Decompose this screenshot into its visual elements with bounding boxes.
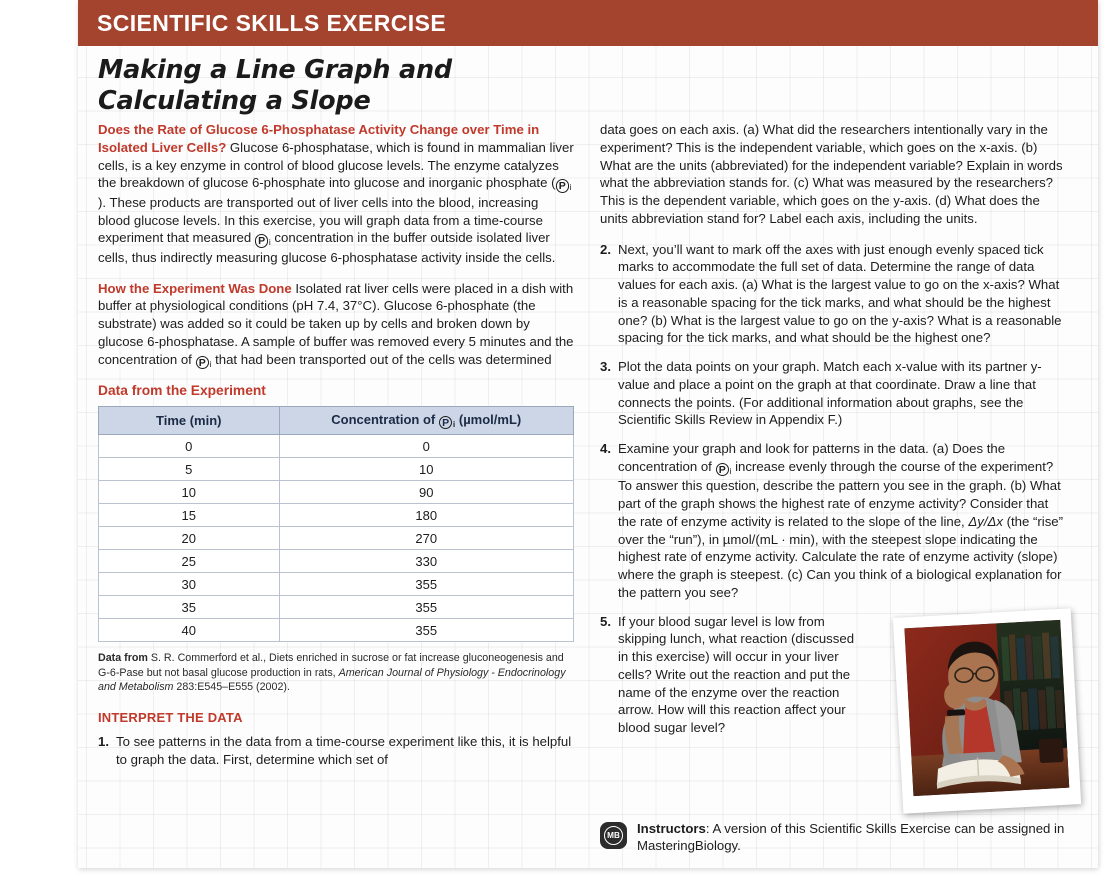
table-row: [99, 458, 574, 481]
data-section-heading: Data from the Experiment: [98, 382, 266, 398]
list-item-question-4: [600, 440, 1070, 601]
instructors-note: [600, 820, 1070, 855]
intro-body-1: Glucose 6-phosphatase, which is found in mammalian liver cells, is a key enzyme in control of blood glucose levels. The enzyme catalyzes the breakdown of glucose 6-phosphate into glucose and inorganic phosphate (: [98, 139, 574, 191]
question-number: 1.: [98, 733, 109, 749]
table-row: [99, 435, 574, 458]
instructors-label: Instructors: [637, 820, 706, 836]
left-column: [98, 121, 574, 855]
cell-concentration: 90: [279, 481, 574, 504]
table-row: [99, 481, 574, 504]
cell-concentration: 355: [279, 619, 574, 642]
question-number: 2.: [600, 241, 611, 257]
cell-time: 5: [99, 458, 280, 481]
methods-paragraph: [98, 280, 574, 370]
cell-concentration: 270: [279, 527, 574, 550]
pi-symbol-icon: P $_i$: [196, 351, 212, 370]
pi-symbol-icon: P $_i$: [716, 458, 732, 477]
col2-suffix: (µmol/mL): [455, 411, 522, 427]
credit-journal: American Journal of Physiology - Endocrinology and Metabolism: [98, 666, 566, 694]
col2-prefix: Concentration of: [331, 411, 439, 427]
exercise-title-line1: Making a Line Graph and: [98, 55, 452, 85]
exercise-title-block: [78, 46, 1098, 121]
interpret-question-list-left: [98, 733, 574, 769]
data-source-credit: [98, 651, 574, 694]
pi-symbol-icon: P $_i$: [439, 412, 455, 430]
question-3-text: Plot the data points on your graph. Match each x-value with its partner y-value and place a point on the graph at that coordinate. Draw a line that connects the points. (For additional information about graphs, see the Scientific Skills Review in Appendix F.): [618, 359, 1042, 428]
q4-text-2: increase evenly through the course of the experiment? To answer this question, describe the pattern you see in the graph. (b) What part of the graph shows the highest rate of enzyme activity? Consider that the rate of enzyme activity is related to the slope of the line,: [618, 458, 1061, 529]
student-photo-frame: [893, 608, 1081, 813]
cell-time: 30: [99, 573, 280, 596]
mb-badge-label: MB: [604, 826, 623, 845]
mastering-biology-badge-icon: [600, 822, 627, 849]
column-header-time: Time (min): [99, 406, 280, 435]
right-column: [600, 121, 1070, 855]
table-row: [99, 573, 574, 596]
table-row: [99, 596, 574, 619]
q4-text-3: (the “rise” over the “run”), in µmol/(mL · min), with the steepest slope indicating the highest rate of enzyme activity. Calculate the rate of enzyme activity (slope) where the graph is steepest. (c) Can you think of a biological explanation for the pattern you see?: [618, 513, 1064, 600]
question-1-continuation: data goes on each axis. (a) What did the researchers intentionally vary in the experiment? This is the independent variable, which goes on the x-axis. (b) What are the units (abbreviated) for the independent variable? Explain in words what the abbreviation stands for. (c) What was measured by the researchers? This is the dependent variable, which goes on the y-axis. (d) What does the units abbreviation stand for? Label each axis, including the units.: [600, 122, 1063, 226]
column-header-concentration: [279, 406, 574, 435]
section-banner: [78, 0, 1098, 46]
cell-concentration: 355: [279, 573, 574, 596]
cell-time: 15: [99, 504, 280, 527]
intro-heading: Does the Rate of Glucose 6-Phosphatase Activity Change over Time in Isolated Liver Cells?: [98, 122, 540, 155]
list-item-question-2: [600, 241, 1070, 348]
credit-label: Data from: [98, 652, 148, 665]
table-header-row: [99, 406, 574, 435]
instructors-body: : A version of this Scientific Skills Exercise can be assigned in MasteringBiology.: [637, 820, 1065, 854]
two-column-layout: [78, 121, 1098, 855]
cell-time: 10: [99, 481, 280, 504]
table-row: [99, 527, 574, 550]
methods-body-1: Isolated rat liver cells were placed in a dish with buffer at physiological conditions (pH 7.4, 37°C). Glucose 6-phosphate (the substrate) was added so it could be taken up by cells and broken down by glucose 6-phosphatase. A sample of buffer was removed every 5 minutes and the concentration of: [98, 280, 574, 367]
list-item-question-3: [600, 358, 1070, 429]
student-reading-book-illustration: [904, 620, 1069, 796]
table-body: [99, 435, 574, 642]
credit-text-2: 283:E545–E555 (2002).: [173, 681, 290, 694]
banner-title: SCIENTIFIC SKILLS EXERCISE: [97, 9, 447, 36]
methods-body-2: that had been transported out of the cells was determined: [211, 351, 552, 367]
table-row: [99, 619, 574, 642]
cell-time: 40: [99, 619, 280, 642]
cell-concentration: 330: [279, 550, 574, 573]
student-reading-photo: [904, 620, 1069, 796]
question-2-text: Next, you’ll want to mark off the axes with just enough evenly spaced tick marks to accommodate the full set of data. Determine the range of data values for each axis. (a) What is the largest value to go on the x-axis? What is a reasonable spacing for the tick marks, and what should be the highest one? (b) What is the largest value to go on the y-axis? What is a reasonable spacing for the tick marks, and what should be the highest one?: [618, 241, 1062, 346]
question-number: 4.: [600, 441, 611, 457]
credit-text-1: S. R. Commerford et al., Diets enriched in sucrose or fat increase gluconeogenesis and G-6-Pase but not basal glucose production in rats,: [98, 652, 564, 679]
page-sheet: [78, 0, 1098, 868]
table-row: [99, 550, 574, 573]
intro-paragraph: [98, 121, 574, 266]
cell-time: 20: [99, 527, 280, 550]
cell-concentration: 0: [279, 435, 574, 458]
interpret-the-data-heading: INTERPRET THE DATA: [98, 709, 243, 725]
interpret-question-list-right: [600, 241, 1070, 737]
experiment-data-table: [98, 406, 574, 643]
cell-time: 35: [99, 596, 280, 619]
intro-body-2: ). These products are transported out of liver cells into the blood, increasing blood glucose levels. In this exercise, you will graph data from a time-course experiment that measured: [98, 194, 543, 246]
photo-float-spacer: [874, 615, 1070, 820]
cell-concentration: 355: [279, 596, 574, 619]
table-row: [99, 504, 574, 527]
instructors-note-text: [637, 820, 1070, 855]
intro-body-3: concentration in the buffer outside isolated liver cells, thus indirectly measuring glucose 6-phosphatase activity inside the cells.: [98, 230, 556, 265]
cell-concentration: 180: [279, 504, 574, 527]
exercise-title-line2: Calculating a Slope: [98, 86, 371, 117]
cell-concentration: 10: [279, 458, 574, 481]
cell-time: 25: [99, 550, 280, 573]
pi-symbol-icon: P $_i$: [255, 229, 271, 248]
q4-slope-notation: Δy/Δx: [968, 513, 1003, 529]
methods-heading: How the Experiment Was Done: [98, 280, 292, 296]
q4-text-1: Examine your graph and look for patterns in the data. (a) Does the concentration of: [618, 441, 1006, 474]
list-item-question-1: [98, 733, 574, 769]
list-item-question-5: [600, 613, 1070, 737]
cell-time: 0: [99, 435, 280, 458]
question-number: 5.: [600, 613, 611, 629]
question-1-text-left: To see patterns in the data from a time-course experiment like this, it is helpful to graph the data. First, determine which set of: [116, 733, 572, 767]
question-number: 3.: [600, 359, 611, 375]
question-5-text: If your blood sugar level is low from skipping lunch, what reaction (discussed in this exercise) will occur in your liver cells? Write out the reaction and put the name of the enzyme over the reaction arrow. How will this reaction affect your blood sugar level?: [618, 613, 855, 736]
question-4-text: [618, 441, 1063, 600]
pi-symbol-icon: P $_i$: [556, 174, 572, 193]
